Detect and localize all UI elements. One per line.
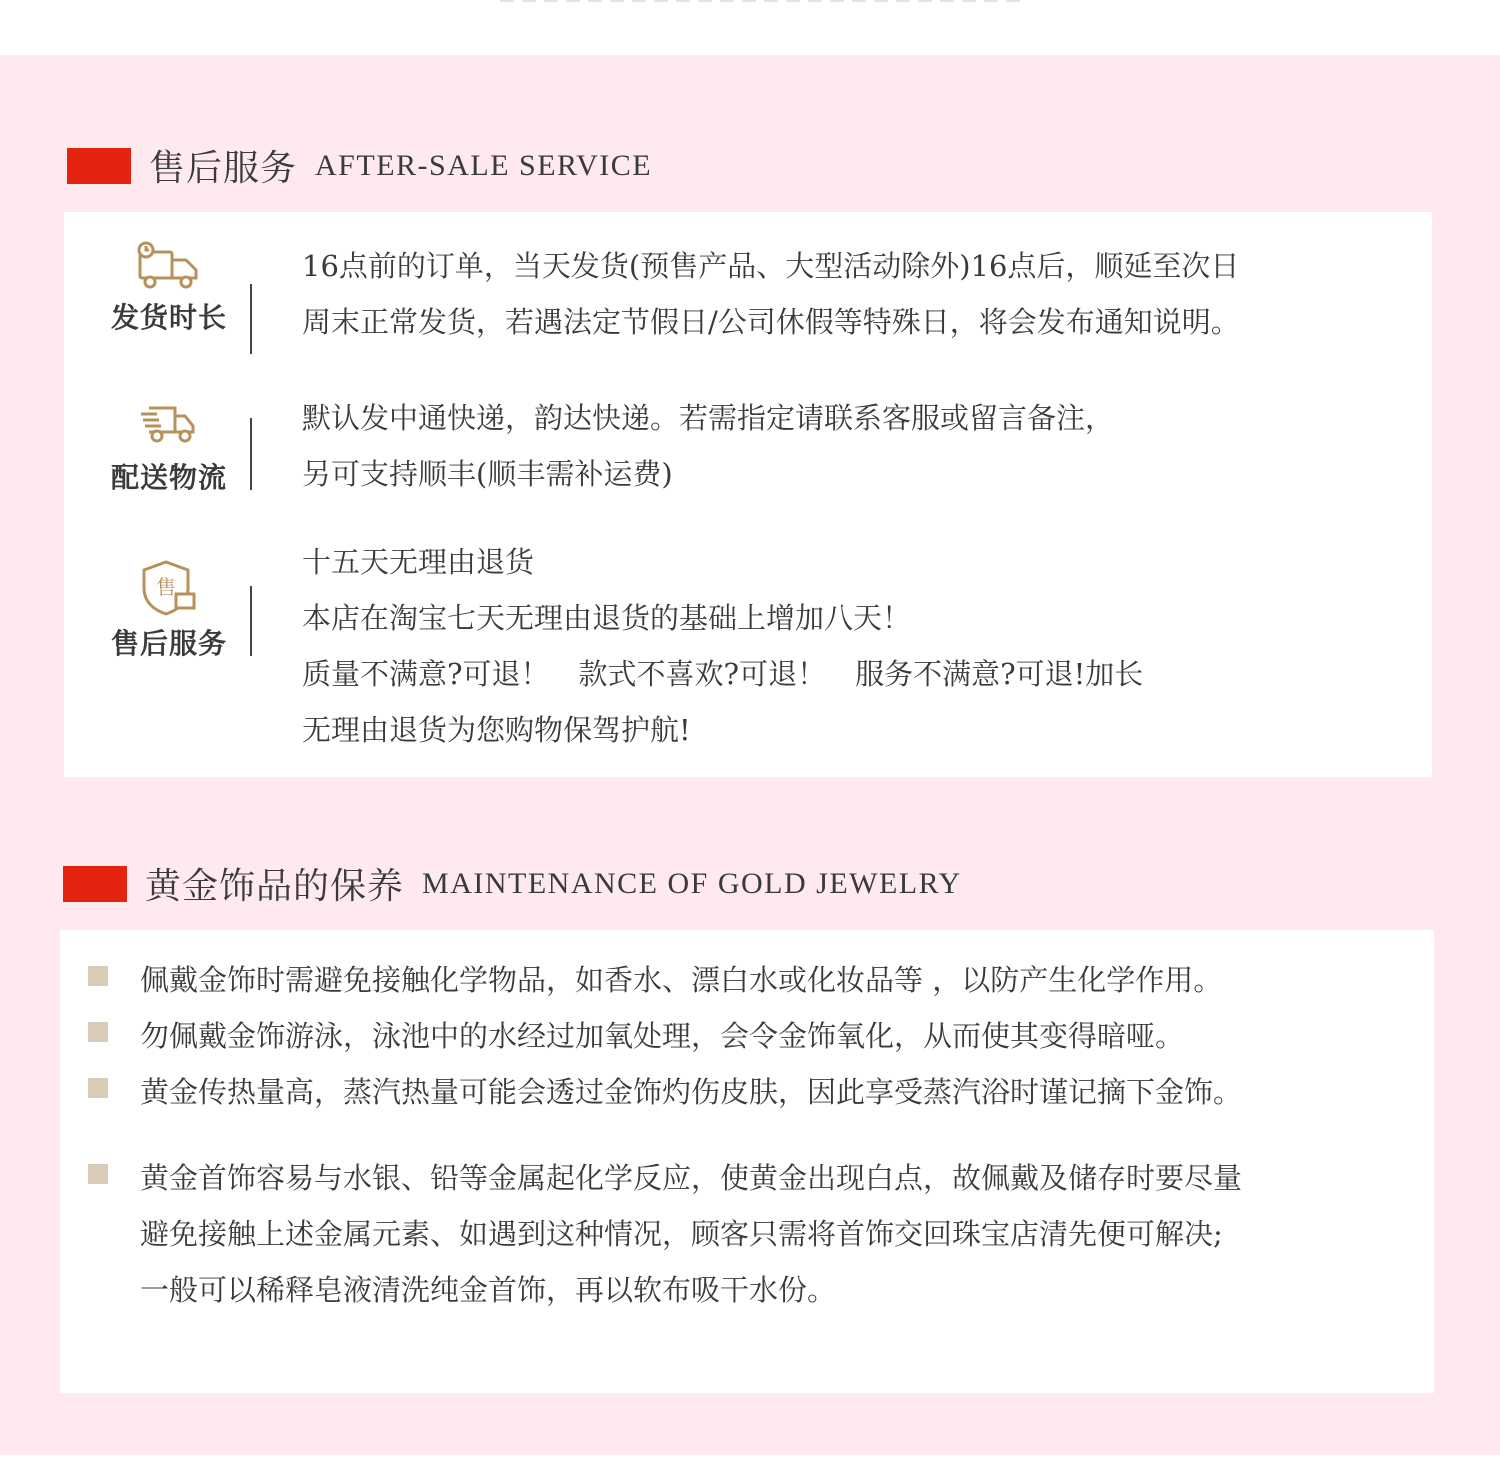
text-line: 本店在淘宝七天无理由退货的基础上增加八天！ (302, 601, 912, 635)
text-line: 质量不满意?可退！ 款式不喜欢?可退！ 服务不满意?可退!加长 (302, 657, 1144, 691)
service-row-after-sale (64, 534, 1432, 764)
care-text (140, 952, 1410, 1008)
service-item-left (84, 398, 254, 496)
text-line: 佩戴金饰时需避免接触化学物品，如香水、漂白水或化妆品等 ，以防产生化学作用。 (140, 963, 1223, 997)
maintenance-title-cn: 黄金饰品的保养 (145, 866, 405, 907)
cropped-text-fragment (500, 0, 1020, 2)
service-item-left (84, 558, 254, 662)
after-sale-title-en: AFTER-SALE SERVICE (315, 148, 653, 182)
bullet-square (88, 1164, 108, 1184)
text-line: 另可支持顺丰(顺丰需补运费) (302, 457, 673, 491)
after-sale-title-cn: 售后服务 (149, 148, 298, 189)
service-row-logistics (64, 390, 1432, 520)
text-line: 黄金传热量高，蒸汽热量可能会透过金饰灼伤皮肤，因此享受蒸汽浴时谨记摘下金饰。 (140, 1075, 1243, 1109)
care-text (140, 1150, 1410, 1318)
service-item-left (84, 240, 254, 336)
text-line: 无理由退货为您购物保驾护航! (302, 713, 691, 747)
service-description (302, 390, 1412, 502)
maintenance-heading (63, 858, 962, 909)
after-sale-shield-icon (136, 558, 202, 618)
divider-line (250, 418, 252, 490)
care-text (140, 1008, 1410, 1064)
bullet-square (88, 966, 108, 986)
text-line: 默认发中通快递，韵达快递。若需指定请联系客服或留言备注， (302, 401, 1115, 435)
service-description (302, 238, 1412, 350)
delivery-truck-clock-icon (134, 240, 204, 292)
divider-line (250, 284, 252, 354)
heading-red-bar (67, 148, 131, 184)
divider-line (250, 586, 252, 656)
text-line: 一般可以稀释皂液清洗纯金首饰，再以软布吸干水份。 (140, 1273, 837, 1307)
text-line: 周末正常发货，若遇法定节假日/公司休假等特殊日，将会发布通知说明。 (302, 305, 1240, 339)
shipping-truck-icon (139, 398, 199, 448)
text-line: 十五天无理由退货 (302, 545, 535, 579)
service-label: 售后服务 (110, 627, 227, 660)
text-line: 避免接触上述金属元素、如遇到这种情况，顾客只需将首饰交回珠宝店清先便可解决; (140, 1217, 1223, 1251)
maintenance-title-en: MAINTENANCE OF GOLD JEWELRY (422, 866, 962, 900)
maintenance-panel (60, 930, 1434, 1393)
service-label: 配送物流 (110, 461, 227, 494)
service-row-shipping-time (64, 238, 1432, 368)
text-line: 16点前的订单，当天发货(预售产品、大型活动除外)16点后，顺延至次日 (302, 249, 1240, 283)
service-description (302, 534, 1412, 758)
text-line: 黄金首饰容易与水银、铅等金属起化学反应，使黄金出现白点，故佩戴及储存时要尽量 (140, 1161, 1243, 1195)
svg-text:售: 售 (156, 575, 176, 599)
bullet-square (88, 1078, 108, 1098)
text-line: 勿佩戴金饰游泳，泳池中的水经过加氧处理，会令金饰氧化，从而使其变得暗哑。 (140, 1019, 1185, 1053)
care-text (140, 1064, 1410, 1120)
top-strip (0, 0, 1500, 55)
after-sale-panel (64, 212, 1432, 777)
bullet-square (88, 1022, 108, 1042)
heading-red-bar (63, 866, 127, 902)
after-sale-heading (67, 140, 652, 191)
service-label: 发货时长 (110, 301, 227, 334)
